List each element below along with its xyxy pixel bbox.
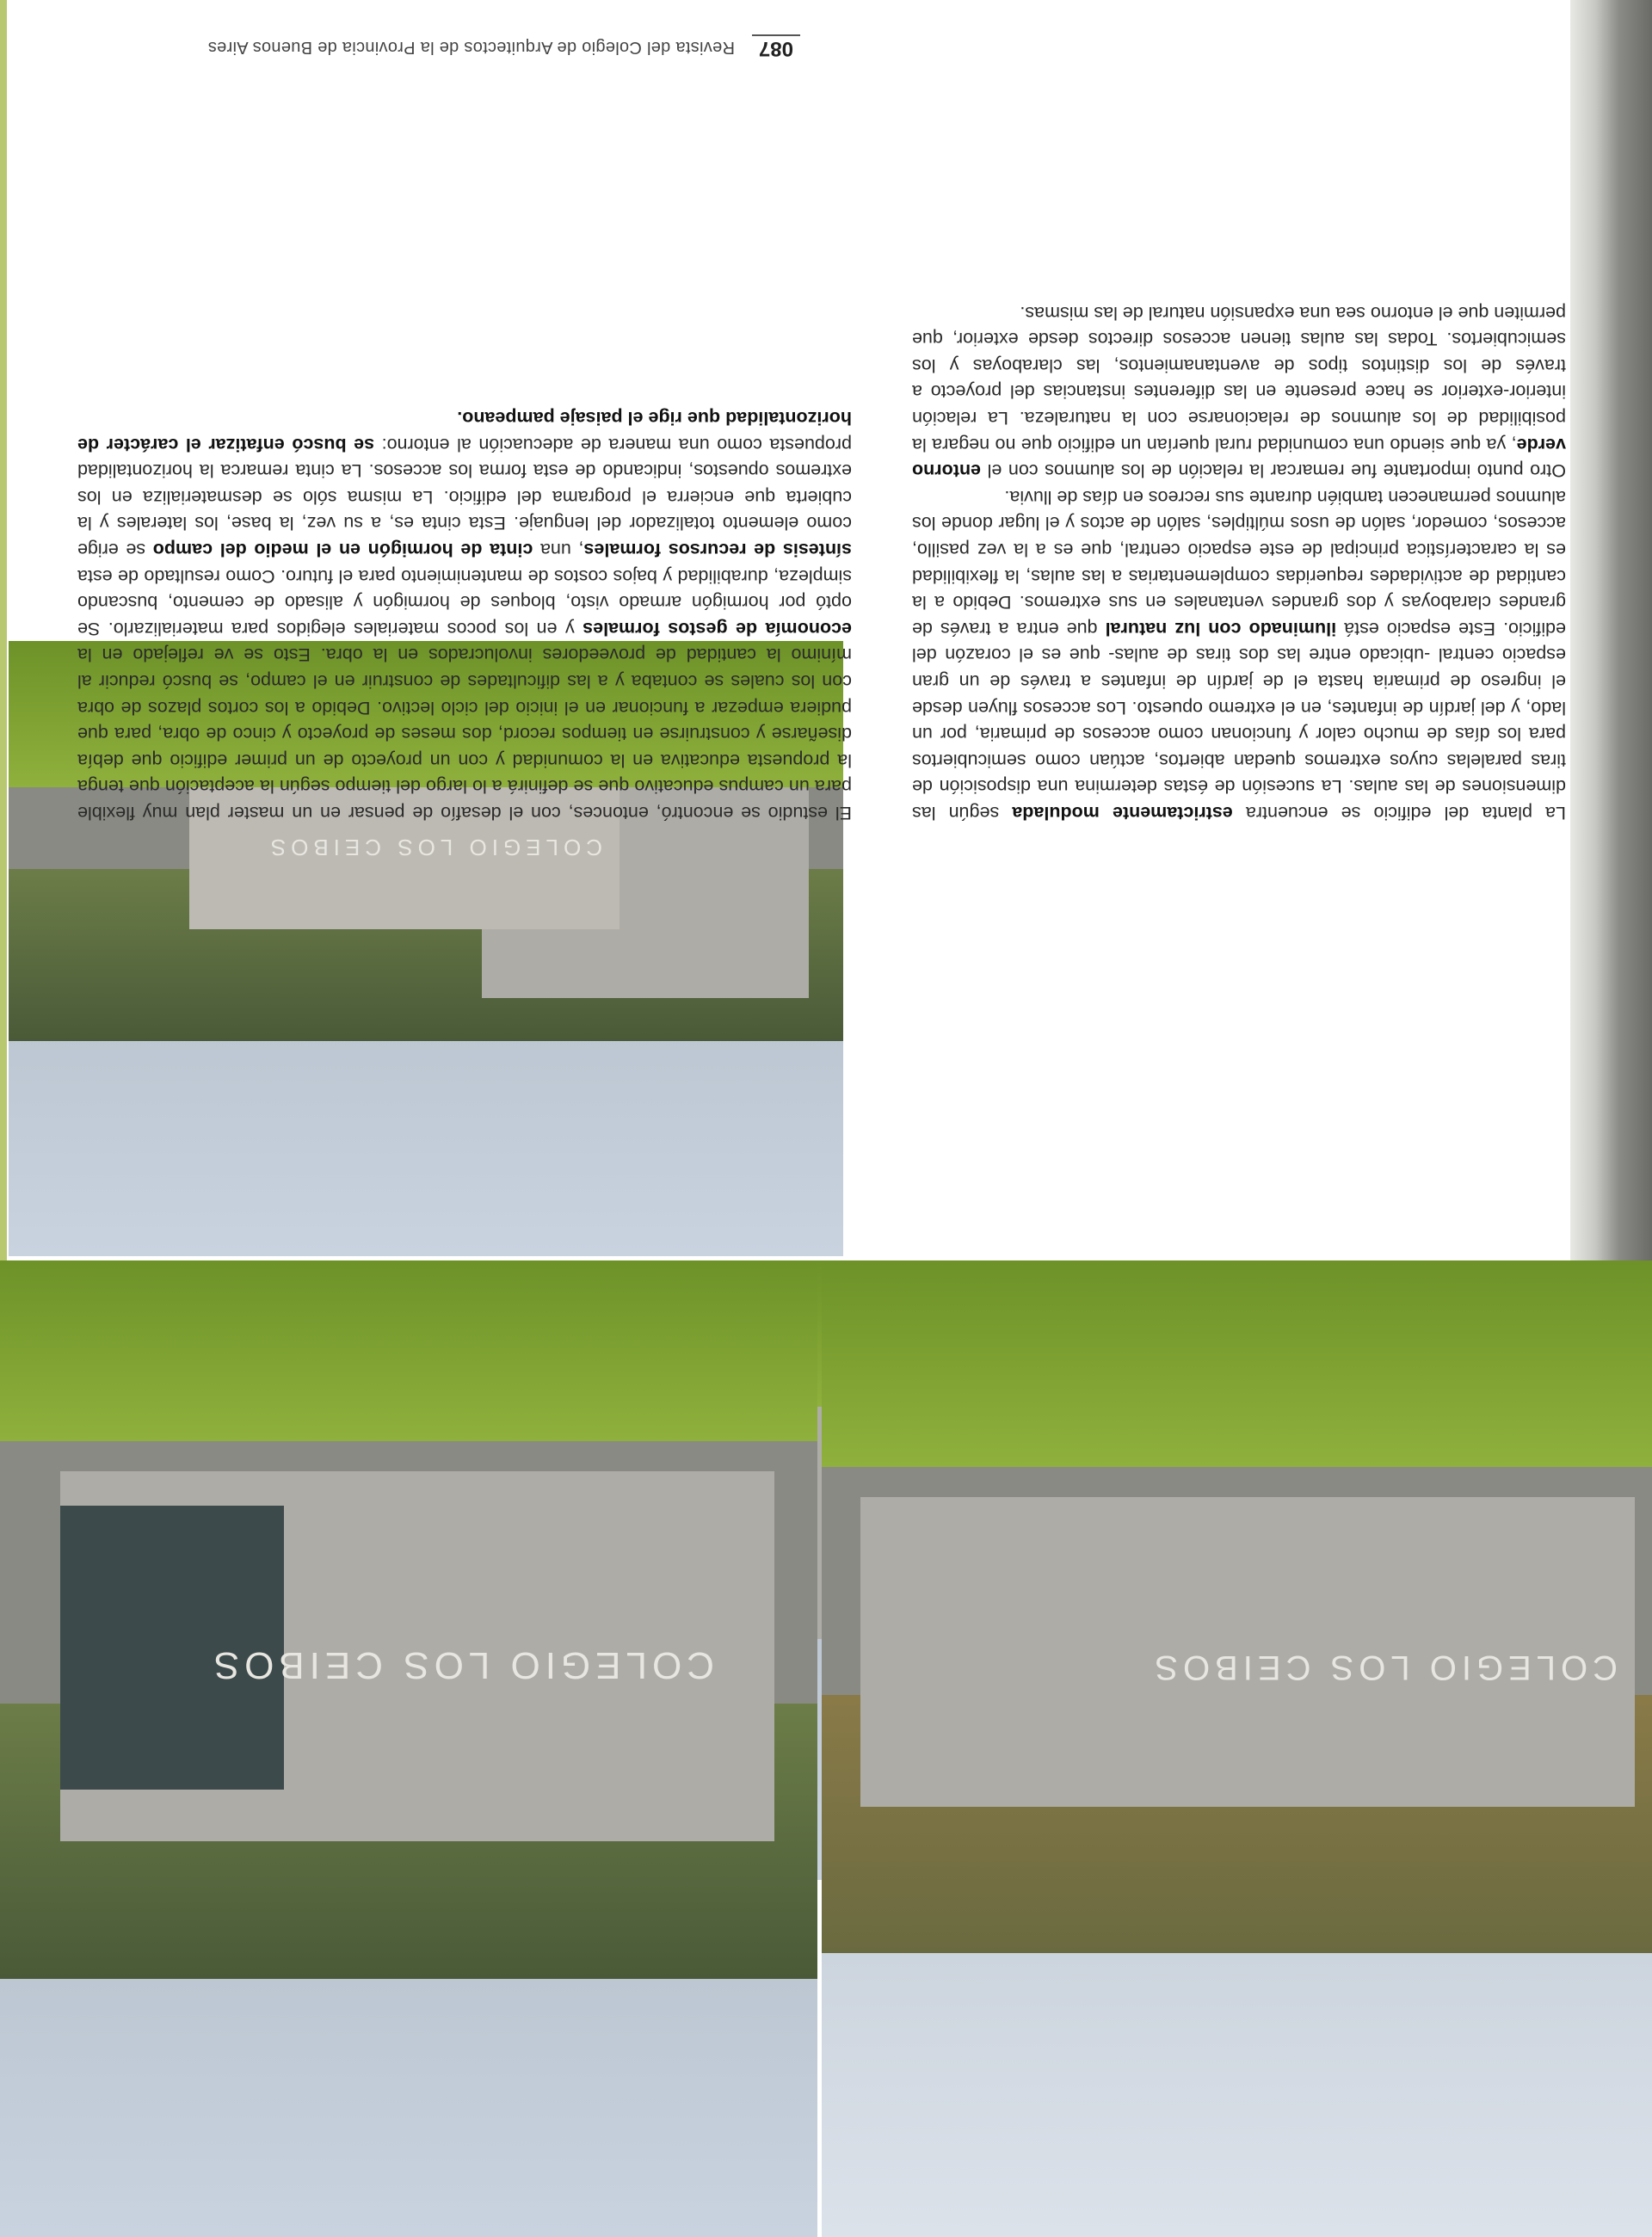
body-text: se erige como elemento totalizador del lenguaje. Esta cinta es, a su vez, la base, los laterales y la cubierta que encierra el programa del edificio. La misma sólo se desmaterializa en los extremos opuestos, indicando de esta forma los accesos. La cinta remarca la horizontalidad propuesta como una manera de adecuación al entorno: [77,434,852,561]
emphasis-text: estrictamente modulada [1012,803,1233,823]
building-sign: COLEGIO LOS CEIBOS [265,835,602,860]
body-text: y en los pocos materiales elegidos para materializarlo. Se optó por hormigón armado visto, bloques de hormigón y alisado de cemento, buscando simpleza, durabilidad y bajos costos de mantenimiento para el futuro. Como resultado de esta [77,565,852,639]
photo-long-facade [0,1260,817,2237]
emphasis-text: entorno verde [912,434,1566,482]
photo-end-elevation [822,1260,1652,2237]
emphasis-text: cinta de hormigón en el medio del campo [152,539,533,561]
body-text: que entra a través de grandes claraboyas y dos grandes ventanales en sus extremos. Debido a la cantidad de actividades requeridas complementarias a las aulas, la flexibilidad es la característica principal de este espacio central, que es a la vez pasillo, accesos, comedor, salón de usos múltiples, salón de actos y el lugar donde los alumnos permanecen también durante sus recreos en días de lluvia. [912,486,1566,639]
article-column-1 [77,405,852,827]
emphasis-text: síntesis de recursos formales [583,539,852,561]
body-text: según las dimensiones de las aulas. La sucesión de éstas determina una disposición de tiras paralelas cuyos extremos quedan abiertos, actúan como semicubiertos para los días de mucho calor y funcionan como accesos de primaria, por un lado, y del jardín de infantes, en el extremo opuesto. Los accesos fluyen desde el ingreso de primaria hasta el de jardín de infantes a través de un gran espacio central -ubicado entre las dos tiras de aulas- que es el corazón del edificio. Este espacio está [912,618,1566,823]
body-text: , una [533,539,584,561]
magazine-title: Revista del Colegio de Arquitectos de la Provincia de Buenos Aires [207,38,735,58]
body-text: El estudio se encontró, entonces, con el desafío de pensar en un master plan muy flexible para un campus educativo que se definirá a lo largo del tiempo según la aceptación que tenga la propuesta educativa en la comunidad y con un proyecto de un primer edificio que debía diseñarse y construirse en tiempos record, dos meses de proyecto y cinco de obra, para que pudiera empezar a funcionar en el inicio del ciclo lectivo. Debido a los cortos plazos de obra con los cuales se contaba y a las dificultades de construir en el campo, se buscó reducir al mínimo la cantidad de proveedores involucrados en la obra. Esto se ve reflejado en la [77,644,852,823]
article-column-2 [912,299,1566,826]
emphasis-text: iluminado con luz natural [1105,618,1337,639]
page-number: 087 [752,34,800,60]
body-text: Otro punto importante fue remarcar la relación de los alumnos con el [981,460,1566,482]
body-text: , ya que siendo una comunidad rural querían un edificio que no negara la posibilidad de los alumnos de relacionarse con la naturaleza. La relación interior-exterior se hace presente en las diferentes instancias del proyecto a través de los distintos tipos de aventanamientos, las claraboyas y los semicubiertos. Todas las aulas tienen accesos directos desde exterior, que permiten que el entorno sea una expansión natural de las mismas. [912,302,1566,455]
building-sign-side: COLEGIO LOS CEIBOS [1150,1648,1618,1686]
building-sign-large: COLEGIO LOS CEIBOS [208,1644,714,1686]
running-header [69,30,800,65]
emphasis-text: se buscó enfatizar el carácter de horizontalidad que rige el paisaje pampeano. [77,408,852,455]
body-text: La planta del edificio se encuentra [1232,803,1566,823]
emphasis-text: economía de gestos formales [583,618,852,639]
